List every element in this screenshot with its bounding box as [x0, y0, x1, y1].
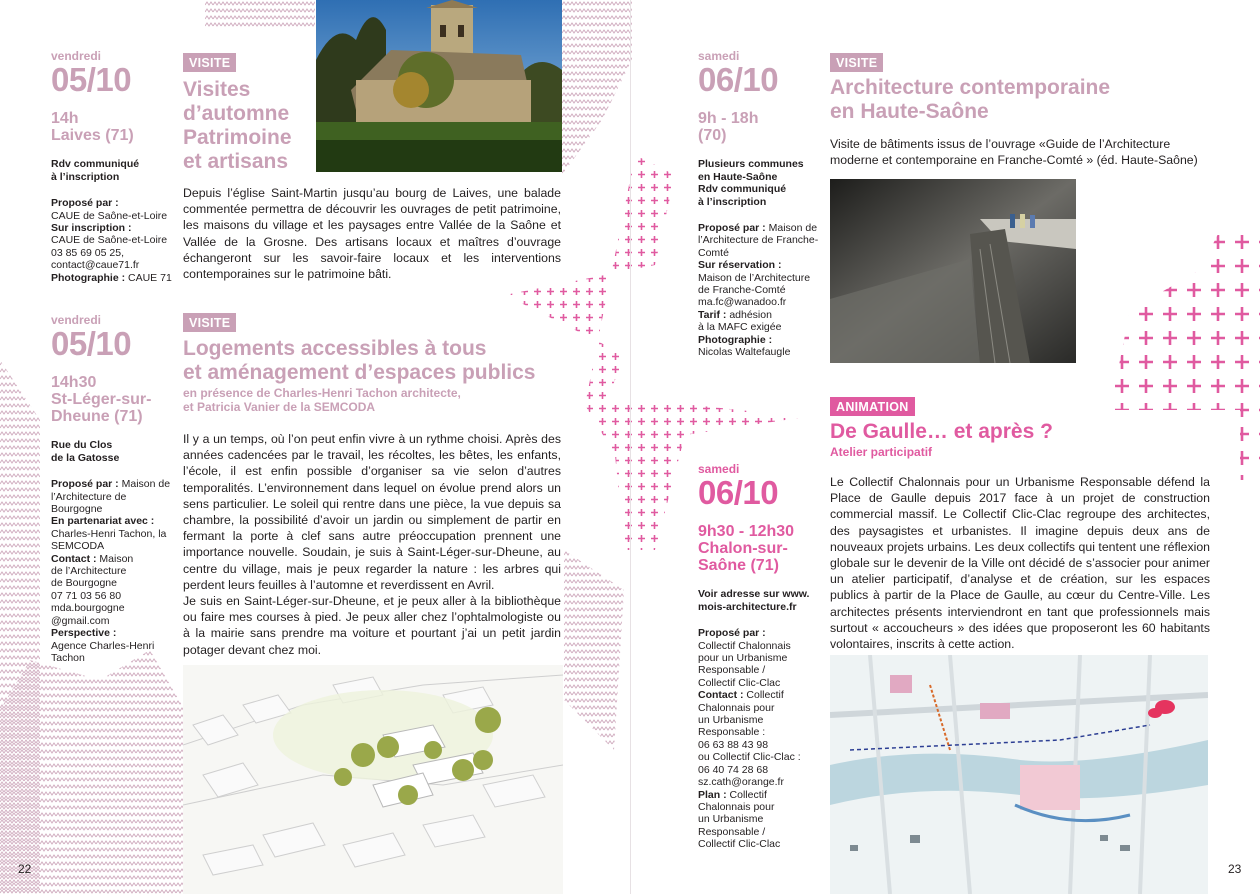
event2-title — [183, 337, 573, 385]
event1-proposed-value: CAUE de Saône-et-Loire — [51, 209, 168, 222]
event2-address-line: de la Gatosse — [51, 451, 120, 464]
city-plan-map — [830, 655, 1208, 894]
event4-contact-line: un Urbanisme — [698, 714, 764, 727]
event2-contact-line: de l’Architecture — [51, 565, 127, 578]
event3-price-line: adhésion — [729, 308, 772, 321]
event2-perspective-line: Tachon — [51, 651, 85, 664]
event4-contact-line[interactable]: sz.cath@orange.fr — [698, 776, 784, 789]
event2-title-line: Logements accessibles à tous — [183, 337, 487, 360]
event2-partner-value: Charles-Henri Tachon, la SEMCODA — [51, 527, 167, 553]
event2-contact-line[interactable]: @gmail.com — [51, 614, 110, 627]
event1-proposed-label: Proposé par : — [51, 197, 119, 210]
event1-rdv-line: Rdv communiqué — [51, 158, 140, 171]
event3-date: 06/10 — [698, 61, 779, 99]
event3-place-line: en Haute-Saône — [698, 170, 778, 183]
event3-booking-label: Sur réservation : — [698, 259, 782, 272]
event1-sidebar — [51, 50, 176, 284]
event1-time: 14h — [51, 110, 79, 128]
church-photo — [316, 0, 562, 172]
event4-plan-line: Collectif Clic-Clac — [698, 838, 781, 851]
event1-date: 05/10 — [51, 61, 132, 99]
event1-photo-value: CAUE 71 — [128, 271, 172, 284]
event1-photo-label: Photographie : — [51, 271, 126, 284]
event3-tag: VISITE — [830, 53, 883, 72]
event4-day: samedi — [698, 462, 740, 476]
event4-body: Le Collectif Chalonnais pour un Urbanisme Responsable défend la Place de Gaulle depuis 2017 face à un projet de construction commercial massif. Le Collectif Clic-Clac regroupe des architectes, des paysagistes et urbanistes. Il imagine depuis deux ans de nouveaux projets urbains. Les deux collectifs qui tentent une réflexion globale sur le devenir de la Ville ont décidé de s’associer pour animer un atelier participatif, d’analyse et de création, sur les espaces publics à partir de la Place de Gaulle, au cœur du Centre-Ville. Les architectes présents interviendront en tant que professionnels mais surtout « accoucheurs » des idées que proposeront les 60 habitants volontaires, inscrits à cette action. — [830, 475, 1210, 652]
event1-title-line: Visites — [183, 78, 251, 101]
event4-contact-line: Responsable : — [698, 726, 766, 739]
event4-contact-line: 06 63 88 43 98 — [698, 738, 769, 751]
event3-photo-label: Photographie : — [698, 333, 773, 346]
event2-body-paragraph: Il y a un temps, où l’on peut enfin vivre à un rythme choisi. Après des années cadencées par le travail, les récoltes, les bêtes, les enfants, l’école, il est enfin possible d’organiser sa vie selon d’autres temporalités. L’environnement dans lequel on évolue prend alors un sens particulier. Le soleil qui rentre dans une pièce, la vue depuis sa chambre, la possibilité d’avoir un jardin ou simplement de partir en fermant la porte à clef sans autre préoccupation prennent une importance nouvelle. Soudain, je suis à Saint-Léger-sur-Dheune, au centre du village, mais je peux regarder la nature : les arbres qui perdent leurs feuilles à l’automne et reverdissent en Avril. — [183, 432, 561, 592]
event2-proposed-value: Maison de l’Architecture de Bourgogne — [51, 478, 171, 516]
page-number-left: 22 — [18, 862, 32, 876]
event1-registration-line: 03 85 69 05 25, — [51, 246, 124, 259]
event3-booking-line: de Franche-Comté — [698, 284, 786, 297]
event4-proposed-line: pour un Urbanisme — [698, 652, 788, 665]
event4-plan-label: Plan : — [698, 788, 727, 801]
event3-proposed-label: Proposé par : — [698, 222, 766, 235]
event2-contact-line: de Bourgogne — [51, 577, 117, 590]
event2-time-line: Dheune (71) — [51, 408, 143, 426]
event1-body: Depuis l’église Saint-Martin jusqu’au bourg de Laives, une balade commentée permettra de découvrir les ouvrages de petit patrimoine, les maisons du village et les paysages entre Vallée de la Saône et Vallée de la Grosne. Des artisans locaux et maîtres d’ouvrage échangeront sur les savoir-faire locaux et les interventions contemporaines sur le patrimoine bâti. — [183, 186, 561, 282]
event4-contact-line: 06 40 74 28 68 — [698, 763, 769, 776]
event4-tag: ANIMATION — [830, 397, 915, 416]
event4-proposed-line: Responsable / — [698, 664, 766, 677]
event3-sidebar — [698, 50, 823, 359]
event1-title-line: d’automne — [183, 102, 290, 125]
event4-contact-label: Contact : — [698, 689, 744, 702]
zigzag-pattern-top-right — [562, 0, 632, 175]
event1-title — [183, 78, 313, 174]
event1-day: vendredi — [51, 49, 102, 63]
event2-contact-line: 07 71 03 56 80 — [51, 589, 122, 602]
zigzag-pattern-center-bottom — [564, 550, 624, 750]
event4-contact-line: ou Collectif Clic-Clac : — [698, 751, 801, 764]
event4-time-line: 9h30 - 12h30 — [698, 523, 795, 541]
page-number-right: 23 — [1228, 862, 1242, 876]
event3-body: Visite de bâtiments issus de l’ouvrage «Guide de l’Architecture moderne et contemporaine en Franche-Comté » (éd. Haute-Saône) — [830, 137, 1198, 168]
event3-proposed-value: Maison de l’Architecture de Franche-Comté — [698, 222, 819, 259]
event1-rdv-line: à l’inscription — [51, 170, 120, 183]
event4-sidebar — [698, 463, 826, 851]
event2-date: 05/10 — [51, 325, 132, 363]
event4-contact-line: Chalonnais pour — [698, 701, 775, 714]
event3-place-line: Plusieurs communes — [698, 158, 804, 171]
event4-time-line: Saône (71) — [698, 557, 779, 575]
event1-place: Laives (71) — [51, 127, 134, 145]
event1-registration-line[interactable]: contact@caue71.fr — [51, 259, 140, 272]
event2-contact-label: Contact : — [51, 552, 97, 565]
event2-time-line: St-Léger-sur- — [51, 391, 152, 409]
event2-body-paragraph: Je suis en Saint-Léger-sur-Dheune, et je peux aller à la bibliothèque ou faire mes courses à pied. Je peux aller chez l’ophtalmologiste ou à la mairie sans prendre ma voiture et pourtant j’ai un petit jardin potager devant chez moi. — [183, 594, 561, 657]
event2-title-line: et aménagement d’espaces publics — [183, 361, 536, 384]
event4-subtitle: Atelier participatif — [830, 445, 933, 459]
event1-tag: VISITE — [183, 53, 236, 72]
event2-address-line: Rue du Clos — [51, 439, 113, 452]
event2-perspective-line: Agence Charles-Henri — [51, 639, 155, 652]
event1-title-line: et artisans — [183, 150, 289, 173]
zigzag-pattern-top — [205, 0, 315, 28]
event1-registration-line: CAUE de Saône-et-Loire — [51, 234, 168, 247]
event3-time-line: (70) — [698, 127, 727, 145]
event2-contact-line[interactable]: mda.bourgogne — [51, 602, 125, 615]
event1-registration-label: Sur inscription : — [51, 222, 132, 235]
zigzag-pattern-bottom — [0, 650, 185, 894]
event2-sidebar — [51, 314, 176, 664]
event2-subtitle — [183, 386, 563, 414]
event3-photo-value: Nicolas Waltefaugle — [698, 346, 791, 359]
page-gutter — [630, 0, 631, 894]
event2-proposed-label: Proposé par : — [51, 478, 119, 491]
event3-price-line: à la MAFC exigée — [698, 321, 782, 334]
event4-plan-line: un Urbanisme — [698, 813, 764, 826]
event2-subtitle-line: en présence de Charles-Henri Tachon architecte, — [183, 386, 461, 400]
event4-proposed-label: Proposé par : — [698, 627, 766, 640]
event3-title-line: Architecture contemporaine — [830, 76, 1111, 99]
event4-address-line[interactable]: Voir adresse sur www. — [698, 588, 810, 601]
event4-address-line[interactable]: mois-architecture.fr — [698, 600, 797, 613]
event3-place-line: à l’inscription — [698, 195, 767, 208]
event2-time-line: 14h30 — [51, 374, 97, 392]
event3-title — [830, 76, 1190, 124]
event2-contact-line: Maison — [99, 552, 134, 565]
event1-title-line: Patrimoine — [183, 126, 292, 149]
event3-time-line: 9h - 18h — [698, 110, 759, 128]
event3-price-label: Tarif : — [698, 308, 727, 321]
event4-time-line: Chalon-sur- — [698, 540, 788, 558]
event4-proposed-line: Collectif Chalonnais — [698, 639, 791, 652]
event2-subtitle-line: et Patricia Vanier de la SEMCODA — [183, 400, 376, 414]
event3-booking-line[interactable]: ma.fc@wanadoo.fr — [698, 296, 787, 309]
event4-plan-line: Responsable / — [698, 825, 766, 838]
perspective-illustration — [183, 665, 563, 894]
event3-title-line: en Haute-Saône — [830, 100, 989, 123]
event4-title: De Gaulle… et après ? — [830, 420, 1053, 443]
event2-tag: VISITE — [183, 313, 236, 332]
event2-body — [183, 431, 561, 658]
event4-plan-line: Chalonnais pour — [698, 800, 775, 813]
event2-partner-label: En partenariat avec : — [51, 515, 155, 528]
event2-perspective-label: Perspective : — [51, 627, 117, 640]
event4-proposed-line: Collectif Clic-Clac — [698, 676, 781, 689]
event3-place-line: Rdv communiqué — [698, 183, 787, 196]
event3-booking-line: Maison de l’Architecture — [698, 271, 811, 284]
architecture-photo — [830, 179, 1076, 363]
event2-day: vendredi — [51, 313, 102, 327]
event4-plan-line: Collectif — [729, 788, 767, 801]
event4-contact-line: Collectif — [746, 689, 784, 702]
event3-day: samedi — [698, 49, 740, 63]
event4-date: 06/10 — [698, 474, 779, 512]
